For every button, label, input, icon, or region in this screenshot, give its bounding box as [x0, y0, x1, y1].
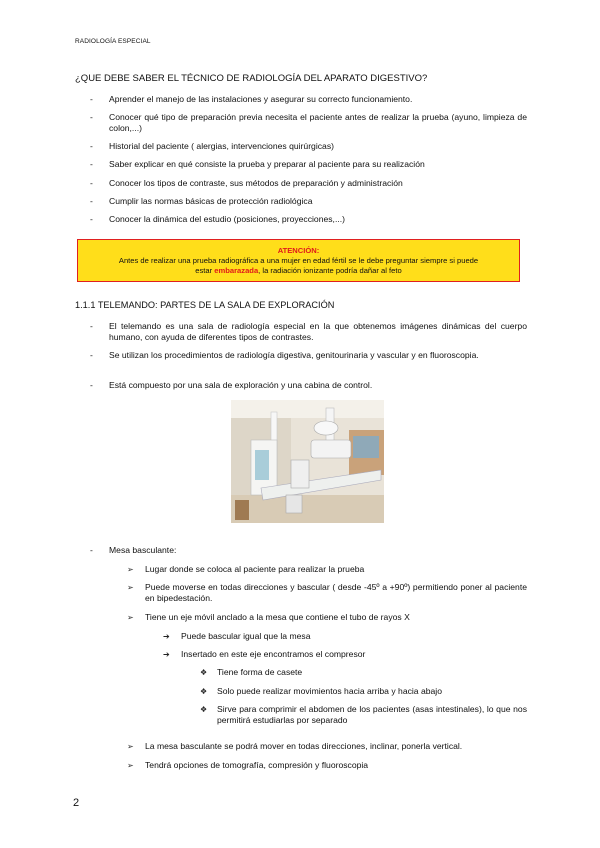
right-arrow-icon: ➔	[163, 650, 170, 659]
diamond-bullet-icon: ❖	[200, 705, 208, 714]
warning-post: , la radiación ionizante podría dañar al feto	[258, 266, 402, 276]
arrowhead-bullet-icon: ➢	[127, 565, 134, 574]
list-item: Insertado en este eje encontramos el compresor	[181, 649, 366, 659]
list-item: Conocer los tipos de contraste, sus métodos de preparación y administración	[109, 178, 403, 188]
list-item: Está compuesto por una sala de exploración y una cabina de control.	[109, 380, 373, 390]
list-item: Lugar donde se coloca al paciente para realizar la prueba	[145, 564, 365, 574]
list-item: Se utilizan los procedimientos de radiología digestiva, genitourinaria y vascular y en fluoroscopia.	[109, 350, 479, 360]
dash-marker: -	[90, 94, 93, 104]
list-item: Puede moverse en todas direcciones y bascular ( desde -45º a +90º) permitiendo poner al paciente en bipedestación.	[145, 582, 527, 604]
section-title-telemando: 1.1.1 TELEMANDO: PARTES DE LA SALA DE EXPLORACIÓN	[75, 300, 335, 310]
list-item: Aprender el manejo de las instalaciones y asegurar su correcto funcionamiento.	[109, 94, 413, 104]
dash-marker: -	[90, 545, 93, 555]
dash-marker: -	[90, 178, 93, 188]
arrowhead-bullet-icon: ➢	[127, 613, 134, 622]
dash-marker: -	[90, 380, 93, 390]
list-item: Puede bascular igual que la mesa	[181, 631, 311, 641]
list-item: Conocer qué tipo de preparación previa necesita el paciente antes de realizar la prueba (ayuno, limpieza de colon,...)	[109, 112, 527, 134]
warning-emphasis: embarazada	[214, 266, 259, 276]
list-item: Conocer la dinámica del estudio (posiciones, proyecciones,...)	[109, 214, 345, 224]
warning-pre: estar	[195, 266, 215, 276]
section-title-tecnico: ¿QUE DEBE SABER EL TÉCNICO DE RADIOLOGÍA DEL APARATO DIGESTIVO?	[75, 73, 428, 84]
dash-marker: -	[90, 214, 93, 224]
dash-marker: -	[90, 196, 93, 206]
warning-title: ATENCIÓN:	[277, 246, 320, 255]
list-item: Saber explicar en qué consiste la prueba y preparar al paciente para su realización	[109, 159, 425, 169]
right-arrow-icon: ➔	[163, 632, 170, 641]
dash-marker: -	[90, 141, 93, 151]
list-item: El telemando es una sala de radiología especial en la que obtenemos imágenes dinámicas del cuerpo humano, con ayuda de diferentes tipos de contrastes.	[109, 321, 527, 343]
list-item: La mesa basculante se podrá mover en todas direcciones, inclinar, ponerla vertical.	[145, 741, 463, 751]
arrowhead-bullet-icon: ➢	[127, 761, 134, 770]
mesa-label: Mesa basculante:	[109, 545, 177, 555]
warning-line-2	[78, 266, 519, 276]
warning-line-1: Antes de realizar una prueba radiográfica a una mujer en edad fértil se le debe preguntar siempre si puede	[118, 256, 479, 266]
dash-marker: -	[90, 159, 93, 169]
dash-marker: -	[90, 112, 93, 122]
arrowhead-bullet-icon: ➢	[127, 742, 134, 751]
dash-marker: -	[90, 350, 93, 360]
list-item: Tiene forma de casete	[217, 667, 303, 677]
running-header: RADIOLOGÍA ESPECIAL	[75, 38, 151, 45]
list-item: Cumplir las normas básicas de protección radiológica	[109, 196, 313, 206]
diamond-bullet-icon: ❖	[200, 668, 208, 677]
list-item: Tendrá opciones de tomografía, compresión y fluoroscopia	[145, 760, 369, 770]
diamond-bullet-icon: ❖	[200, 687, 208, 696]
warning-box	[77, 239, 520, 282]
dash-marker: -	[90, 321, 93, 331]
telemando-room-photo	[231, 400, 384, 523]
list-item: Tiene un eje móvil anclado a la mesa que contiene el tubo de rayos X	[145, 612, 410, 622]
arrowhead-bullet-icon: ➢	[127, 583, 134, 592]
list-item: Sirve para comprimir el abdomen de los pacientes (asas intestinales), lo que nos permitirá estudiarlas por separado	[217, 704, 527, 726]
list-item: Historial del paciente ( alergias, intervenciones quirúrgicas)	[109, 141, 334, 151]
list-item: Solo puede realizar movimientos hacia arriba y hacia abajo	[217, 686, 442, 696]
page-number: 2	[73, 797, 80, 809]
